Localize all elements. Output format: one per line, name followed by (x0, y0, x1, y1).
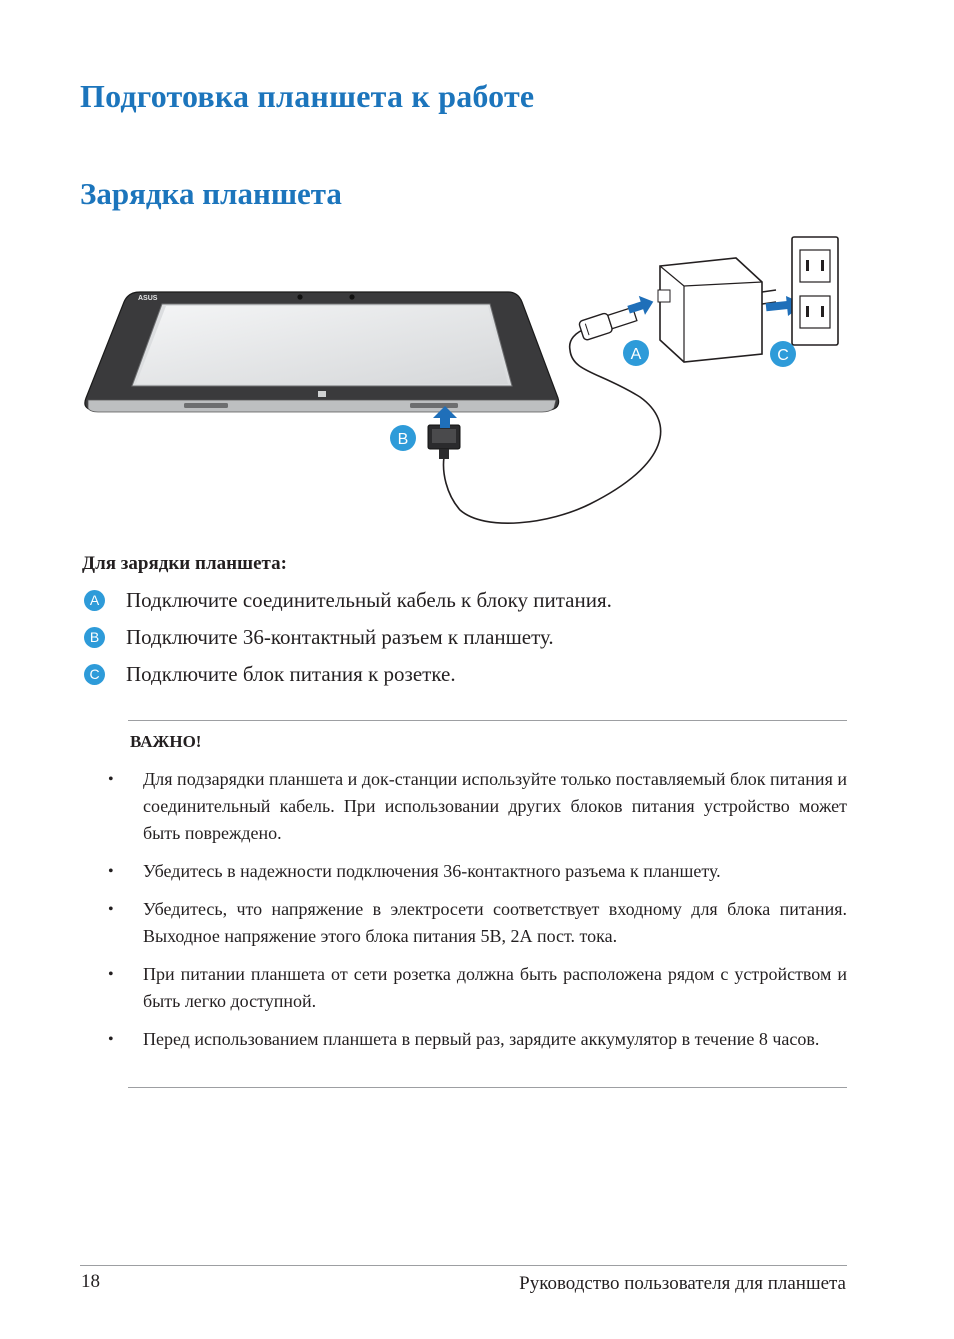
important-top-divider (128, 720, 847, 721)
svg-text:A: A (630, 346, 642, 363)
section-title: Зарядка планшета (80, 176, 342, 211)
step-text: Подключите 36-контактный разъем к планшету. (126, 625, 554, 649)
tablet (85, 292, 559, 412)
bullet-icon: • (108, 901, 114, 918)
bullet-icon: • (108, 1031, 114, 1048)
important-item-text: Убедитесь в надежности подключения 36-контактного разъема к планшету. (143, 861, 721, 881)
page-title: Подготовка планшета к работе (80, 78, 535, 114)
step-badge: A (84, 590, 105, 611)
step-text: Подключите блок питания к розетке. (126, 662, 456, 686)
callout-c (770, 341, 796, 367)
page-number: 18 (81, 1271, 100, 1292)
important-item-text: Убедитесь, что напряжение в электросети соответствует входному для блока питания. Выходное напряжение этого блока питания 5В, 2А пост. тока. (143, 899, 847, 946)
bullet-icon: • (108, 966, 114, 983)
step-badge: B (84, 627, 105, 648)
power-adapter (658, 258, 776, 362)
footer-title: Руководство пользователя для планшета (519, 1273, 846, 1294)
important-item-text: Перед использованием планшета в первый раз, зарядите аккумулятор в течение 8 часов. (143, 1029, 820, 1049)
important-list (100, 766, 847, 1064)
wall-outlet (792, 237, 838, 345)
instructions-lead: Для зарядки планшета: (82, 553, 287, 574)
callout-a (623, 340, 649, 366)
bullet-icon: • (108, 863, 114, 880)
dock-connector (428, 425, 460, 459)
step-badge: C (84, 664, 105, 685)
charging-illustration (80, 232, 860, 532)
svg-text:B: B (397, 431, 409, 448)
important-label: ВАЖНО! (130, 732, 202, 751)
important-item (100, 896, 847, 950)
step-text: Подключите соединительный кабель к блоку питания. (126, 588, 612, 612)
important-item-text: При питании планшета от сети розетка должна быть расположена рядом с устройством и быть легко доступной. (143, 964, 847, 1011)
bullet-icon: • (108, 771, 114, 788)
important-item-text: Для подзарядки планшета и док-станции используйте только поставляемый блок питания и соединительный кабель. При использовании других блоков питания устройство может быть повреждено. (143, 769, 847, 843)
important-item (100, 1026, 847, 1053)
svg-text:C: C (777, 347, 789, 364)
important-item (100, 766, 847, 847)
callout-b (390, 425, 416, 451)
brand-logo: ASUS (138, 295, 158, 302)
important-item (100, 961, 847, 1015)
footer-divider (80, 1265, 847, 1266)
important-item (100, 858, 847, 885)
important-bottom-divider (128, 1087, 847, 1088)
